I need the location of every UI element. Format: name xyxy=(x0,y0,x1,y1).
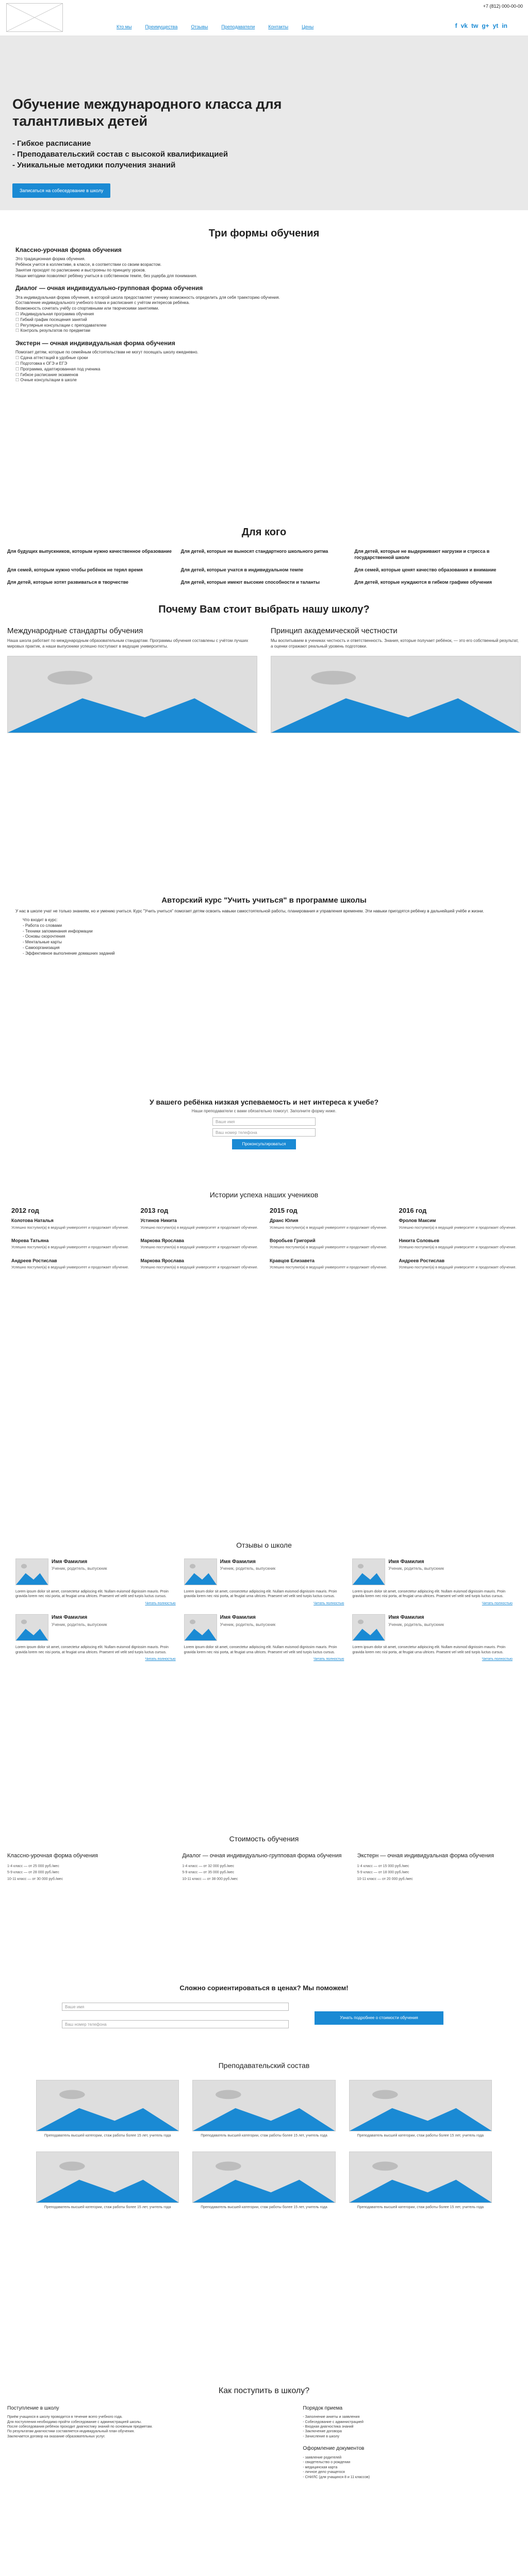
teachers-title: Преподавательский состав xyxy=(218,2061,310,2070)
student-name: Андреев Ростислав xyxy=(399,1258,445,1263)
form-text: Занятия проходят по расписанию и выстроены по принципу уроков. xyxy=(15,267,146,273)
form-list xyxy=(15,355,513,383)
hero-section xyxy=(0,36,528,210)
course-list-item: - Самоорганизация xyxy=(23,945,60,951)
story-year: 2016 год xyxy=(399,1206,427,1214)
nav-link[interactable]: Преимущества xyxy=(145,24,178,29)
for-who-item: Для детей, которые не выдерживают нагрузки и стресса в государственной школе xyxy=(354,549,490,561)
story-year: 2013 год xyxy=(140,1206,169,1214)
consult-subtitle: Наши преподаватели с вами обязательно помогут. Заполните форму ниже. xyxy=(191,1108,337,1113)
admission-left xyxy=(7,2405,290,2480)
story-item xyxy=(141,1258,259,1270)
story-column xyxy=(399,1206,517,1277)
student-name: Колотова Наталья xyxy=(11,1218,54,1224)
form-list-item: ☐ Программа, адаптированная под ученика xyxy=(15,367,513,372)
admission-docs-title: Оформление документов xyxy=(303,2446,365,2452)
admission-text: Заключается договор на оказание образовательных услуг. xyxy=(7,2434,106,2438)
admission-left-title: Поступление в школу xyxy=(7,2405,59,2411)
admission-title: Как поступить в школу? xyxy=(218,2386,310,2395)
reviewer-name: Имя Фамилия xyxy=(388,1558,424,1565)
teacher-caption: Преподаватель высшей категории, стаж работы более 15 лет, учитель года xyxy=(201,2133,327,2138)
story-text: Успешно поступил(а) в ведущий университет и продолжает обучение. xyxy=(270,1246,387,1250)
price-line: 5-9 класс — от 35 000 руб./мес xyxy=(182,1871,235,1875)
student-name: Фролов Максим xyxy=(399,1218,436,1224)
consult-button[interactable]: Проконсультироваться xyxy=(232,1139,296,1150)
nav-link[interactable]: Контакты xyxy=(268,24,289,29)
for-who-item: Для будущих выпускников, которым нужно качественное образование xyxy=(7,549,172,554)
nav-link[interactable]: Отзывы xyxy=(191,24,208,29)
admission-doc-item: - свидетельство о рождении xyxy=(303,2461,351,2465)
admission-columns xyxy=(0,2405,528,2480)
admission-docs-list xyxy=(303,2455,521,2480)
reviewer-role: Ученик, родитель, выпускник xyxy=(52,1566,107,1571)
story-column xyxy=(141,1206,259,1277)
reviewer-name: Имя Фамилия xyxy=(52,1615,88,1621)
teacher-caption: Преподаватель высшей категории, стаж работы более 15 лет, учитель года xyxy=(44,2133,171,2138)
form-heading: Диалог — очная индивидуально-групповая форма обучения xyxy=(15,284,203,292)
price-line: 1-4 класс — от 32 000 руб./мес xyxy=(182,1864,235,1868)
nav-link[interactable]: Преподаватели xyxy=(221,24,255,29)
course-title: Авторский курс "Учить учиться" в программе школы xyxy=(161,896,367,905)
teacher-card xyxy=(192,2080,335,2138)
admission-right xyxy=(303,2405,521,2480)
for-who-item: Для детей, которые нуждаются в гибком графике обучения xyxy=(354,580,492,585)
forms-list xyxy=(0,246,528,383)
form-list-item: ☐ Подготовка к ОГЭ и ЕГЭ xyxy=(15,361,513,367)
nav-link[interactable]: Кто мы xyxy=(117,24,132,29)
admission-right-title: Порядок приема xyxy=(303,2405,343,2411)
reviewer-role: Ученик, родитель, выпускник xyxy=(220,1622,276,1627)
price-title: Диалог — очная индивидуально-групповая форма обучения xyxy=(182,1852,342,1859)
price-line: 10-11 класс — от 20 000 руб./мес xyxy=(357,1877,413,1881)
price-form-button[interactable]: Узнать подробнее о стоимости обучения xyxy=(315,2011,443,2025)
price-line: 10-11 класс — от 30 000 руб./мес xyxy=(7,1877,63,1881)
forms-section xyxy=(0,227,528,383)
vk-icon[interactable]: vk xyxy=(460,22,468,29)
admission-section xyxy=(0,2385,528,2480)
why-title: Почему Вам стоит выбрать нашу школу? xyxy=(158,604,370,615)
story-text: Успешно поступил(а) в ведущий университет и продолжает обучение. xyxy=(11,1246,129,1250)
story-text: Успешно поступил(а) в ведущий университет и продолжает обучение. xyxy=(270,1226,387,1230)
for-who-title: Для кого xyxy=(241,527,287,538)
why-column-text: Наша школа работает по международным образовательным стандартам. Программы обучения составлены с учётом лучших мировых практик, а наши выпускники успешно поступают в ведущие университеты. xyxy=(7,638,249,649)
student-name: Маркова Ярослава xyxy=(140,1258,184,1263)
avatar xyxy=(352,1614,385,1641)
story-text: Успешно поступил(а) в ведущий университет и продолжает обучение. xyxy=(140,1265,258,1269)
name-input[interactable]: Ваше имя xyxy=(212,1117,316,1126)
main-nav xyxy=(117,24,314,30)
phone-input[interactable]: Ваш номер телефона xyxy=(212,1128,316,1137)
story-text: Успешно поступил(а) в ведущий университет и продолжает обучение. xyxy=(399,1246,517,1250)
review-text: Lorem ipsum dolor sit amet, consectetur adipiscing elit. Nullam euismod dignissim mauris. Proin gravida lorem nec nisi porta, at feugiat urna ultrices. Praesent vel velit sed turpis luctus cursus. xyxy=(352,1589,506,1599)
admission-text: Приём учащихся в школу проводится в течение всего учебного года. xyxy=(7,2415,123,2419)
forms-title: Три формы обучения xyxy=(208,228,320,239)
student-name: Маркова Ярослава xyxy=(140,1238,184,1244)
consult-title: У вашего ребёнка низкая успеваемость и нет интереса к учебе? xyxy=(149,1098,379,1106)
prices-section xyxy=(0,1834,528,1883)
admission-list-item: - Входная диагностика знаний xyxy=(303,2425,354,2429)
site-header xyxy=(0,0,528,36)
teacher-card xyxy=(349,2151,492,2210)
facebook-icon[interactable]: f xyxy=(455,22,457,29)
reviewer-role: Ученик, родитель, выпускник xyxy=(52,1622,107,1627)
price-card xyxy=(357,1852,521,1883)
teacher-photo xyxy=(36,2151,179,2203)
reviews-title: Отзывы о школе xyxy=(236,1541,292,1549)
teacher-caption: Преподаватель высшей категории, стаж работы более 15 лет, учитель года xyxy=(357,2133,484,2138)
price-card xyxy=(7,1852,171,1883)
hero-bullet: - Уникальные методики получения знаний xyxy=(12,161,176,170)
twitter-icon[interactable]: tw xyxy=(471,22,478,29)
why-column xyxy=(271,626,521,733)
form-list-item: ☐ Контроль результатов по предметам xyxy=(15,328,513,334)
form-list-item: ☐ Гибкий график посещения занятий xyxy=(15,317,513,323)
student-name: Воробьев Григорий xyxy=(270,1238,316,1244)
form-list-item: ☐ Очные консультации в школе xyxy=(15,378,513,383)
price-card xyxy=(182,1852,345,1883)
course-list-item: - Эффективное выполнение домашних заданий xyxy=(23,951,115,956)
teacher-card xyxy=(36,2080,179,2138)
teacher-card xyxy=(349,2080,492,2138)
review-more-link[interactable]: Читать полностью xyxy=(482,1657,513,1662)
hero-bullets xyxy=(12,138,228,171)
form-list-item: ☐ Регулярные консультации с преподавателем xyxy=(15,323,513,329)
for-who-section xyxy=(0,526,528,587)
admission-doc-item: - заявление родителей xyxy=(303,2455,342,2460)
review-card xyxy=(352,1558,513,1606)
story-item xyxy=(399,1258,517,1270)
course-list-item: - Работа со словами xyxy=(23,923,62,928)
review-text: Lorem ipsum dolor sit amet, consectetur adipiscing elit. Nullam euismod dignissim mauris. Proin gravida lorem nec nisi porta, at feugiat urna ultrices. Praesent vel velit sed turpis luctus cursus. xyxy=(15,1589,169,1599)
story-item xyxy=(141,1217,259,1230)
avatar xyxy=(184,1614,217,1641)
reviewer-name: Имя Фамилия xyxy=(220,1615,256,1621)
review-card xyxy=(15,1614,176,1662)
teacher-photo xyxy=(349,2080,492,2131)
form-heading: Экстерн — очная индивидуальная форма обучения xyxy=(15,340,175,347)
form-text: Возможность сочетать учёбу со спортивными или творческими занятиями. xyxy=(15,306,159,311)
story-text: Успешно поступил(а) в ведущий университет и продолжает обучение. xyxy=(11,1265,129,1269)
student-name: Андреев Ростислав xyxy=(11,1258,57,1263)
story-text: Успешно поступил(а) в ведущий университет и продолжает обучение. xyxy=(270,1265,387,1269)
why-column xyxy=(7,626,257,733)
review-more-link[interactable]: Читать полностью xyxy=(314,1657,344,1662)
story-item xyxy=(141,1238,259,1250)
phone-input[interactable]: Ваш номер телефона xyxy=(62,2020,289,2028)
story-item xyxy=(270,1217,388,1230)
review-text: Lorem ipsum dolor sit amet, consectetur adipiscing elit. Nullam euismod dignissim mauris. Proin gravida lorem nec nisi porta, at feugiat urna ultrices. Praesent vel velit sed turpis luctus cursus. xyxy=(184,1589,337,1599)
avatar xyxy=(15,1614,48,1641)
story-item xyxy=(11,1217,129,1230)
price-form xyxy=(0,1984,528,2031)
google-plus-icon[interactable]: g+ xyxy=(482,22,489,29)
student-name: Устинов Никита xyxy=(140,1218,177,1224)
teachers-grid xyxy=(0,2080,528,2210)
review-more-link[interactable]: Читать полностью xyxy=(145,1601,176,1605)
youtube-icon[interactable]: yt xyxy=(492,22,499,29)
form-list xyxy=(15,312,513,334)
price-title: Классно-урочная форма обучения xyxy=(7,1852,98,1859)
story-text: Успешно поступил(а) в ведущий университет и продолжает обучение. xyxy=(140,1226,258,1230)
review-card xyxy=(352,1614,513,1662)
review-more-link[interactable]: Читать полностью xyxy=(145,1657,176,1662)
story-item xyxy=(11,1258,129,1270)
price-line: 5-9 класс — от 28 000 руб./мес xyxy=(7,1871,59,1875)
reviewer-name: Имя Фамилия xyxy=(220,1558,256,1565)
course-list-item: Что входит в курс: xyxy=(23,918,58,923)
story-column xyxy=(270,1206,388,1277)
student-name: Никита Соловьев xyxy=(399,1238,439,1244)
teacher-photo xyxy=(192,2080,335,2131)
reviewer-role: Ученик, родитель, выпускник xyxy=(220,1566,276,1571)
admission-text: По результатам диагностики составляется индивидуальный план обучения. xyxy=(7,2430,135,2434)
story-text: Успешно поступил(а) в ведущий университет и продолжает обучение. xyxy=(399,1226,517,1230)
form-text: Наши методики позволяют ребёнку учиться в собственном темпе, без ущерба для понимания. xyxy=(15,273,197,278)
price-title: Экстерн — очная индивидуальная форма обучения xyxy=(357,1852,494,1859)
review-text: Lorem ipsum dolor sit amet, consectetur adipiscing elit. Nullam euismod dignissim mauris. Proin gravida lorem nec nisi porta, at feugiat urna ultrices. Praesent vel velit sed turpis luctus cursus. xyxy=(184,1646,337,1654)
course-section xyxy=(0,891,528,957)
header-phone[interactable]: +7 (812) 000-00-00 xyxy=(483,4,523,9)
admission-list-item: - Собеседование с администрацией xyxy=(303,2420,364,2424)
teacher-caption: Преподаватель высшей категории, стаж работы более 15 лет, учитель года xyxy=(201,2206,327,2210)
review-card xyxy=(184,1558,344,1606)
review-text: Lorem ipsum dolor sit amet, consectetur adipiscing elit. Nullam euismod dignissim mauris. Proin gravida lorem nec nisi porta, at feugiat urna ultrices. Praesent vel velit sed turpis luctus cursus. xyxy=(15,1646,169,1654)
image-placeholder xyxy=(7,656,257,733)
instagram-icon[interactable]: in xyxy=(502,22,507,29)
admission-list-item: - Заполнение анкеты и заявления xyxy=(303,2415,360,2419)
story-year: 2012 год xyxy=(11,1206,39,1214)
teacher-photo xyxy=(36,2080,179,2131)
teacher-card xyxy=(36,2151,179,2210)
stories-section xyxy=(0,1190,528,1277)
form-text: Это традиционная форма обучения. xyxy=(15,257,86,262)
admission-doc-item: - медицинская карта xyxy=(303,2465,338,2469)
teacher-photo xyxy=(192,2151,335,2203)
admission-list-item: - Заключение договора xyxy=(303,2430,342,2434)
admission-text: Для поступления необходимо пройти собеседование с администрацией школы. xyxy=(7,2420,142,2424)
price-line: 5-9 класс — от 18 000 руб./мес xyxy=(357,1871,409,1875)
form-list-item: ☐ Гибкое расписание экзаменов xyxy=(15,372,513,378)
reviewer-role: Ученик, родитель, выпускник xyxy=(388,1622,444,1627)
admission-list-item: - Зачисление в школу xyxy=(303,2434,340,2438)
reviews-section xyxy=(0,1540,528,1662)
avatar xyxy=(15,1558,48,1585)
stories-title: Истории успеха наших учеников xyxy=(209,1191,319,1199)
hero-bullet: - Гибкое расписание xyxy=(12,139,91,148)
image-placeholder xyxy=(271,656,521,733)
why-column-text: Мы воспитываем в учениках честность и ответственность. Знания, которые получает ребёнок, — это его собственный результат, а оценки отражают реальный уровень подготовки. xyxy=(271,638,519,649)
consult-form xyxy=(0,1097,528,1149)
header-social xyxy=(455,4,523,30)
why-column-title: Принцип академической честности xyxy=(271,626,398,635)
story-year: 2015 год xyxy=(270,1206,298,1214)
stories-columns xyxy=(0,1206,528,1277)
story-item xyxy=(399,1217,517,1230)
hero-title: Обучение международного класса для талантливых детей xyxy=(12,96,282,129)
course-list xyxy=(23,918,513,957)
story-text: Успешно поступил(а) в ведущий университет и продолжает обучение. xyxy=(399,1265,517,1269)
reviewer-name: Имя Фамилия xyxy=(388,1615,424,1621)
teacher-photo xyxy=(349,2151,492,2203)
review-more-link[interactable]: Читать полностью xyxy=(482,1601,513,1605)
story-column xyxy=(11,1206,129,1277)
why-column-title: Международные стандарты обучения xyxy=(7,626,143,635)
price-form-title: Сложно сориентироваться в ценах? Мы поможем! xyxy=(179,1984,349,1992)
story-item xyxy=(11,1238,129,1250)
why-columns xyxy=(0,626,528,733)
for-who-item: Для детей, которые учатся в индивидуальном темпе xyxy=(180,567,304,573)
reviewer-role: Ученик, родитель, выпускник xyxy=(388,1566,444,1571)
review-card xyxy=(15,1558,176,1606)
form-list-item: ☐ Сдача аттестаций в удобные сроки xyxy=(15,355,513,361)
for-who-item: Для детей, которые имеют высокие способности и таланты xyxy=(180,580,320,585)
form-heading: Классно-урочная форма обучения xyxy=(15,246,122,253)
form-list-item: ☐ Индивидуальная программа обучения xyxy=(15,312,513,317)
hero-cta-button[interactable]: Записаться на собеседование в школу xyxy=(12,183,110,198)
review-text: Lorem ipsum dolor sit amet, consectetur adipiscing elit. Nullam euismod dignissim mauris. Proin gravida lorem nec nisi porta, at feugiat urna ultrices. Praesent vel velit sed turpis luctus cursus. xyxy=(352,1646,506,1654)
why-section xyxy=(0,603,528,733)
nav-link[interactable]: Цены xyxy=(302,24,314,29)
story-text: Успешно поступил(а) в ведущий университет и продолжает обучение. xyxy=(140,1246,258,1250)
course-list-item: - Основы скорочтения xyxy=(23,934,65,939)
story-item xyxy=(270,1238,388,1250)
avatar xyxy=(352,1558,385,1585)
story-text: Успешно поступил(а) в ведущий университет и продолжает обучение. xyxy=(11,1226,129,1230)
prices-title: Стоимость обучения xyxy=(229,1835,299,1843)
for-who-item: Для семей, которым нужно чтобы ребёнок не терял время xyxy=(7,567,143,573)
name-input[interactable]: Ваше имя xyxy=(62,2003,289,2011)
course-list-item: - Ментальные карты xyxy=(23,940,62,945)
student-name: Морева Татьяна xyxy=(11,1238,49,1244)
teacher-card xyxy=(192,2151,335,2210)
form-text: Эта индивидуальная форма обучения, в которой школа предоставляет ученику возможность определить для себя траекторию обучения. xyxy=(15,295,280,300)
admission-doc-item: - СНИЛС (для учащихся 8 и 11 классов) xyxy=(303,2475,370,2479)
teacher-caption: Преподаватель высшей категории, стаж работы более 15 лет, учитель года xyxy=(357,2206,484,2210)
student-name: Дранс Юлия xyxy=(270,1218,299,1224)
site-logo[interactable] xyxy=(6,3,63,32)
story-item xyxy=(399,1238,517,1250)
reviewer-name: Имя Фамилия xyxy=(52,1558,88,1565)
form-text: Составление индивидуального учебного плана и расписания с учётом интересов ребёнка. xyxy=(15,300,190,306)
teacher-caption: Преподаватель высшей категории, стаж работы более 15 лет, учитель года xyxy=(44,2206,171,2210)
form-text: Ребёнок учится в коллективе, в классе, в соответствии со своим возрастом. xyxy=(15,262,162,267)
story-item xyxy=(270,1258,388,1270)
price-line: 1-4 класс — от 25 000 руб./мес xyxy=(7,1864,59,1868)
reviews-grid xyxy=(0,1558,528,1662)
admission-list xyxy=(303,2415,521,2439)
admission-text: После собеседования ребёнок проходит диагностику знаний по основным предметам. xyxy=(7,2425,153,2429)
price-line: 10-11 класс — от 38 000 руб./мес xyxy=(182,1877,238,1881)
form-text: Помогает детям, которые по семейным обстоятельствам не могут посещать школу ежедневно. xyxy=(15,350,199,355)
for-who-item: Для детей, которые не выносят стандартного школьного ритма xyxy=(180,549,328,554)
avatar xyxy=(184,1558,217,1585)
course-list-item: - Техники запоминания информации xyxy=(23,928,93,934)
teachers-section xyxy=(0,2061,528,2210)
student-name: Кравцов Елизавета xyxy=(270,1258,315,1263)
for-who-item: Для детей, которые хотят развиваться в творчестве xyxy=(7,580,129,585)
for-who-item: Для семей, которые ценят качество образования и внимание xyxy=(354,567,497,573)
review-more-link[interactable]: Читать полностью xyxy=(314,1601,344,1605)
review-card xyxy=(184,1614,344,1662)
admission-doc-item: - личное дело учащегося xyxy=(303,2470,345,2475)
price-line: 1-4 класс — от 15 000 руб./мес xyxy=(357,1864,409,1868)
hero-bullet: - Преподавательский состав с высокой квалификацией xyxy=(12,150,228,159)
for-who-grid xyxy=(0,547,528,587)
prices-grid xyxy=(0,1852,528,1883)
course-text: У нас в школе учат не только знаниям, но и умению учиться. Курс "Учить учиться" помогает детям освоить навыки самостоятельной работы, планирования и управления временем. Эти навыки пригодятся ребёнку в дальнейшей учёбе и жизни. xyxy=(15,909,484,914)
